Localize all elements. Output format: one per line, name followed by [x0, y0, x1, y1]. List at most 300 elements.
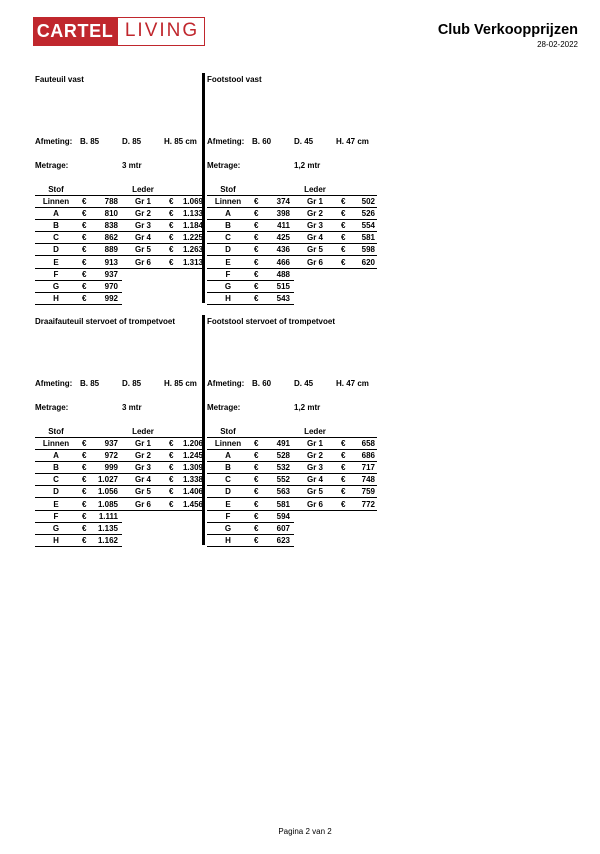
dimensions-label: Afmeting:: [207, 137, 245, 146]
stof-name: A: [53, 209, 59, 219]
stof-name: F: [53, 269, 59, 279]
stof-name: G: [224, 523, 232, 533]
stof-price: 992: [104, 293, 118, 303]
stof-price: 563: [276, 487, 290, 497]
stof-name: C: [53, 233, 59, 243]
stof-name: F: [225, 511, 231, 521]
stof-price: 970: [104, 281, 118, 291]
stof-cell-group: [207, 232, 294, 244]
stof-price: 543: [276, 293, 290, 303]
price-row: [207, 196, 385, 208]
fabric-length-value: 1,2 mtr: [294, 161, 321, 170]
stof-currency: €: [82, 523, 87, 533]
stof-name: G: [52, 281, 60, 291]
stof-currency: €: [82, 535, 87, 545]
price-row: [207, 232, 385, 244]
product-panel: [207, 315, 385, 549]
price-row: [35, 293, 213, 305]
product-panel: [207, 73, 385, 307]
stof-price: 999: [104, 463, 118, 473]
stof-price: 552: [276, 475, 290, 485]
height-value: H. 47 cm: [336, 379, 369, 388]
price-row: [35, 281, 213, 293]
price-row: [35, 220, 213, 232]
stof-name: B: [53, 463, 59, 473]
price-row: [35, 450, 213, 462]
stof-cell-group: [207, 257, 294, 269]
leder-currency: €: [169, 209, 174, 219]
stof-currency: €: [254, 511, 259, 521]
leder-name: Gr 2: [306, 451, 323, 461]
stof-price: 838: [104, 221, 118, 231]
leder-cell-group: [294, 232, 377, 244]
stof-currency: €: [82, 487, 87, 497]
stof-price: 862: [104, 233, 118, 243]
fabric-length-value: 1,2 mtr: [294, 403, 321, 412]
stof-cell-group: [207, 293, 294, 305]
stof-currency: €: [82, 209, 87, 219]
stof-currency: €: [254, 269, 259, 279]
price-row: [35, 462, 213, 474]
stof-name: H: [225, 293, 231, 303]
leder-price: 1.184: [182, 221, 203, 231]
stof-currency: €: [254, 487, 259, 497]
stof-price: 810: [104, 209, 118, 219]
price-row: [207, 450, 385, 462]
dimensions-label: Afmeting:: [35, 137, 73, 146]
stof-currency: €: [254, 523, 259, 533]
stof-name: D: [225, 245, 231, 255]
stof-name: H: [53, 293, 59, 303]
leder-currency: €: [341, 487, 346, 497]
leder-header: Leder: [132, 427, 154, 436]
leder-name: Gr 5: [134, 245, 151, 255]
stof-name: B: [53, 221, 59, 231]
leder-currency: €: [169, 233, 174, 243]
price-row: [35, 499, 213, 511]
stof-currency: €: [82, 511, 87, 521]
leder-currency: €: [341, 233, 346, 243]
stof-header: Stof: [220, 427, 236, 436]
fabric-length-value: 3 mtr: [122, 403, 142, 412]
stof-price: 1.085: [97, 499, 118, 509]
fabric-length-row: [35, 161, 213, 171]
leder-name: Gr 3: [306, 463, 323, 473]
price-row: [207, 438, 385, 450]
brand-logo: [33, 17, 205, 46]
leder-currency: €: [341, 197, 346, 206]
stof-currency: €: [82, 281, 87, 291]
leder-price: 1.245: [182, 451, 203, 461]
leder-currency: €: [169, 499, 174, 509]
fabric-length-value: 3 mtr: [122, 161, 142, 170]
price-row: [207, 220, 385, 232]
leder-price: 620: [361, 257, 375, 267]
price-table-header: [35, 426, 213, 438]
leder-name: Gr 4: [134, 475, 151, 485]
stof-cell-group: [207, 426, 294, 438]
stof-cell-group: [207, 486, 294, 498]
stof-currency: €: [254, 451, 259, 461]
stof-cell-group: [207, 499, 294, 511]
leder-currency: €: [169, 197, 174, 206]
price-section: [0, 315, 600, 549]
stof-currency: €: [254, 221, 259, 231]
leder-cell-group: [122, 232, 205, 244]
price-row: [35, 486, 213, 498]
stof-cell-group: [207, 220, 294, 232]
leder-cell-group: [122, 184, 205, 196]
stof-cell-group: [207, 184, 294, 196]
price-row: [35, 244, 213, 256]
stof-name: C: [225, 233, 231, 243]
stof-currency: €: [82, 463, 87, 473]
leder-name: Gr 5: [306, 245, 323, 255]
stof-currency: €: [82, 245, 87, 255]
leder-header: Leder: [132, 185, 154, 194]
leder-cell-group: [294, 184, 377, 196]
stof-currency: €: [254, 535, 259, 545]
page-number: Pagina 2 van 2: [278, 827, 332, 836]
stof-name: D: [53, 245, 59, 255]
leder-name: Gr 1: [134, 197, 151, 206]
stof-cell-group: [207, 281, 294, 293]
leder-currency: €: [341, 475, 346, 485]
leder-cell-group: [122, 438, 205, 450]
price-row: [207, 511, 385, 523]
leder-cell-group: [294, 257, 377, 269]
fabric-length-row: [207, 403, 385, 413]
stof-price: 788: [104, 197, 118, 206]
price-row: [207, 281, 385, 293]
stof-name: H: [53, 535, 59, 545]
stof-currency: €: [254, 439, 259, 448]
stof-price: 1.111: [98, 511, 118, 521]
leder-cell-group: [122, 474, 205, 486]
stof-cell-group: [35, 244, 122, 256]
leder-price: 1.206: [182, 439, 203, 448]
stof-price: 607: [276, 523, 290, 533]
stof-price: 411: [277, 221, 290, 231]
leder-name: Gr 2: [306, 209, 323, 219]
stof-price: 425: [276, 233, 290, 243]
stof-price: 889: [104, 245, 118, 255]
stof-cell-group: [207, 244, 294, 256]
stof-cell-group: [35, 462, 122, 474]
leder-name: Gr 3: [306, 221, 323, 231]
stof-cell-group: [207, 208, 294, 220]
leder-currency: €: [169, 487, 174, 497]
price-row: [35, 269, 213, 281]
leder-currency: €: [341, 257, 346, 267]
price-row: [207, 208, 385, 220]
leder-currency: €: [169, 463, 174, 473]
price-row: [35, 535, 213, 547]
stof-price: 436: [276, 245, 290, 255]
stof-price: 532: [276, 463, 290, 473]
stof-cell-group: [207, 462, 294, 474]
leder-name: Gr 1: [306, 439, 323, 448]
leder-price: 1.263: [182, 245, 203, 255]
stof-currency: €: [82, 451, 87, 461]
stof-cell-group: [35, 184, 122, 196]
leder-name: Gr 4: [134, 233, 151, 243]
stof-name: B: [225, 221, 231, 231]
stof-cell-group: [35, 232, 122, 244]
stof-currency: €: [254, 197, 259, 206]
leder-cell-group: [294, 450, 377, 462]
leder-price: 1.133: [182, 209, 203, 219]
depth-value: D. 45: [294, 379, 314, 388]
leder-cell-group: [294, 462, 377, 474]
stof-cell-group: [35, 486, 122, 498]
fabric-length-label: Metrage:: [207, 161, 241, 170]
stof-name: E: [225, 257, 231, 267]
stof-name: F: [225, 269, 231, 279]
product-panel: [35, 73, 213, 307]
stof-cell-group: [35, 438, 122, 450]
price-row: [207, 244, 385, 256]
stof-cell-group: [35, 499, 122, 511]
stof-price: 488: [276, 269, 290, 279]
stof-currency: €: [82, 293, 87, 303]
height-value: H. 85 cm: [164, 137, 197, 146]
stof-cell-group: [207, 474, 294, 486]
price-row: [35, 438, 213, 450]
leder-cell-group: [122, 486, 205, 498]
leder-cell-group: [122, 499, 205, 511]
leder-price: 1.456: [182, 499, 203, 509]
product-title: Footstool vast: [207, 75, 262, 84]
leder-currency: €: [341, 221, 346, 231]
leder-cell-group: [122, 244, 205, 256]
leder-cell-group: [122, 257, 205, 269]
leder-price: 759: [361, 487, 375, 497]
stof-cell-group: [207, 196, 294, 208]
fabric-length-label: Metrage:: [207, 403, 241, 412]
leder-name: Gr 1: [306, 197, 323, 206]
stof-cell-group: [207, 438, 294, 450]
stof-currency: €: [82, 269, 87, 279]
leder-name: Gr 6: [306, 257, 323, 267]
leder-cell-group: [294, 438, 377, 450]
leder-name: Gr 5: [134, 487, 151, 497]
stof-currency: €: [254, 293, 259, 303]
stof-currency: €: [254, 499, 259, 509]
logo-text-cartel: CARTEL: [33, 17, 117, 46]
stof-name: B: [225, 463, 231, 473]
stof-currency: €: [254, 281, 259, 291]
leder-name: Gr 3: [134, 221, 151, 231]
leder-price: 748: [361, 475, 375, 485]
leder-cell-group: [122, 220, 205, 232]
leder-cell-group: [294, 208, 377, 220]
leder-currency: €: [341, 209, 346, 219]
leder-price: 1.069: [182, 197, 203, 206]
price-row: [35, 511, 213, 523]
product-title: Fauteuil vast: [35, 75, 84, 84]
stof-name: A: [225, 451, 231, 461]
stof-price: 374: [276, 197, 290, 206]
fabric-length-row: [207, 161, 385, 171]
stof-name: H: [225, 535, 231, 545]
height-value: H. 47 cm: [336, 137, 369, 146]
leder-name: Gr 5: [306, 487, 323, 497]
price-row: [35, 523, 213, 535]
leder-price: 658: [361, 439, 375, 448]
depth-value: D. 85: [122, 137, 142, 146]
stof-cell-group: [207, 511, 294, 523]
leder-price: 526: [361, 209, 375, 219]
stof-currency: €: [254, 475, 259, 485]
leder-price: 1.338: [182, 475, 203, 485]
stof-cell-group: [35, 426, 122, 438]
width-value: B. 60: [252, 379, 272, 388]
stof-currency: €: [254, 209, 259, 219]
stof-cell-group: [35, 293, 122, 305]
stof-price: 581: [276, 499, 290, 509]
dimensions-label: Afmeting:: [35, 379, 73, 388]
width-value: B. 85: [80, 379, 100, 388]
price-row: [207, 474, 385, 486]
price-row: [35, 232, 213, 244]
dimensions-row: [35, 137, 213, 147]
stof-name: Linnen: [42, 197, 70, 206]
dimensions-row: [35, 379, 213, 389]
stof-price: 398: [276, 209, 290, 219]
stof-name: C: [225, 475, 231, 485]
stof-price: 972: [104, 451, 118, 461]
price-row: [207, 486, 385, 498]
leder-currency: €: [169, 475, 174, 485]
stof-price: 466: [276, 257, 290, 267]
stof-name: G: [224, 281, 232, 291]
stof-currency: €: [82, 257, 87, 267]
leder-price: 1.313: [182, 257, 203, 267]
price-table-header: [35, 184, 213, 196]
price-row: [35, 196, 213, 208]
leder-header: Leder: [304, 185, 326, 194]
stof-name: E: [53, 499, 59, 509]
price-row: [207, 269, 385, 281]
stof-currency: €: [254, 257, 259, 267]
stof-cell-group: [35, 196, 122, 208]
stof-cell-group: [35, 535, 122, 547]
stof-cell-group: [35, 220, 122, 232]
stof-currency: €: [82, 439, 87, 448]
depth-value: D. 45: [294, 137, 314, 146]
leder-cell-group: [294, 486, 377, 498]
product-title: Footstool stervoet of trompetvoet: [207, 317, 336, 326]
leder-price: 686: [361, 451, 375, 461]
leder-currency: €: [169, 451, 174, 461]
leder-cell-group: [122, 196, 205, 208]
price-row: [35, 474, 213, 486]
leder-name: Gr 6: [134, 499, 151, 509]
stof-price: 491: [276, 439, 290, 448]
width-value: B. 60: [252, 137, 272, 146]
stof-cell-group: [35, 523, 122, 535]
leder-price: 1.309: [182, 463, 203, 473]
price-row: [35, 257, 213, 269]
leder-name: Gr 2: [134, 209, 151, 219]
stof-name: E: [53, 257, 59, 267]
stof-cell-group: [207, 269, 294, 281]
stof-name: Linnen: [42, 439, 70, 448]
dimensions-row: [207, 379, 385, 389]
stof-name: A: [53, 451, 59, 461]
stof-price: 937: [104, 269, 118, 279]
stof-cell-group: [35, 281, 122, 293]
product-title: Draaifauteuil stervoet of trompetvoet: [35, 317, 176, 326]
stof-cell-group: [35, 208, 122, 220]
leder-cell-group: [294, 426, 377, 438]
stof-cell-group: [35, 269, 122, 281]
leder-name: Gr 1: [134, 439, 151, 448]
width-value: B. 85: [80, 137, 100, 146]
stof-currency: €: [254, 233, 259, 243]
leder-header: Leder: [304, 427, 326, 436]
stof-price: 594: [276, 511, 290, 521]
stof-cell-group: [207, 523, 294, 535]
stof-currency: €: [254, 245, 259, 255]
stof-price: 1.135: [97, 523, 118, 533]
stof-name: F: [53, 511, 59, 521]
stof-cell-group: [207, 535, 294, 547]
fabric-length-label: Metrage:: [35, 161, 69, 170]
leder-cell-group: [294, 220, 377, 232]
stof-price: 623: [276, 535, 290, 545]
stof-cell-group: [35, 474, 122, 486]
stof-name: Linnen: [214, 197, 242, 206]
leder-name: Gr 4: [306, 475, 323, 485]
stof-name: Linnen: [214, 439, 242, 448]
stof-currency: €: [82, 475, 87, 485]
price-row: [207, 499, 385, 511]
dimensions-label: Afmeting:: [207, 379, 245, 388]
leder-cell-group: [122, 450, 205, 462]
stof-currency: €: [82, 221, 87, 231]
leder-cell-group: [294, 244, 377, 256]
leder-cell-group: [294, 474, 377, 486]
leder-price: 772: [361, 499, 375, 509]
price-row: [207, 535, 385, 547]
leder-price: 554: [361, 221, 375, 231]
leder-currency: €: [341, 451, 346, 461]
leder-price: 598: [361, 245, 375, 255]
leder-cell-group: [122, 426, 205, 438]
stof-name: D: [225, 487, 231, 497]
leder-name: Gr 3: [134, 463, 151, 473]
stof-header: Stof: [48, 185, 64, 194]
price-row: [207, 293, 385, 305]
stof-name: D: [53, 487, 59, 497]
stof-cell-group: [35, 450, 122, 462]
stof-currency: €: [82, 233, 87, 243]
product-panel: [35, 315, 213, 549]
stof-header: Stof: [220, 185, 236, 194]
stof-header: Stof: [48, 427, 64, 436]
depth-value: D. 85: [122, 379, 142, 388]
fabric-length-row: [35, 403, 213, 413]
leder-name: Gr 2: [134, 451, 151, 461]
leder-name: Gr 6: [306, 499, 323, 509]
stof-name: A: [225, 209, 231, 219]
price-row: [35, 208, 213, 220]
leder-currency: €: [169, 221, 174, 231]
stof-name: C: [53, 475, 59, 485]
stof-cell-group: [207, 450, 294, 462]
